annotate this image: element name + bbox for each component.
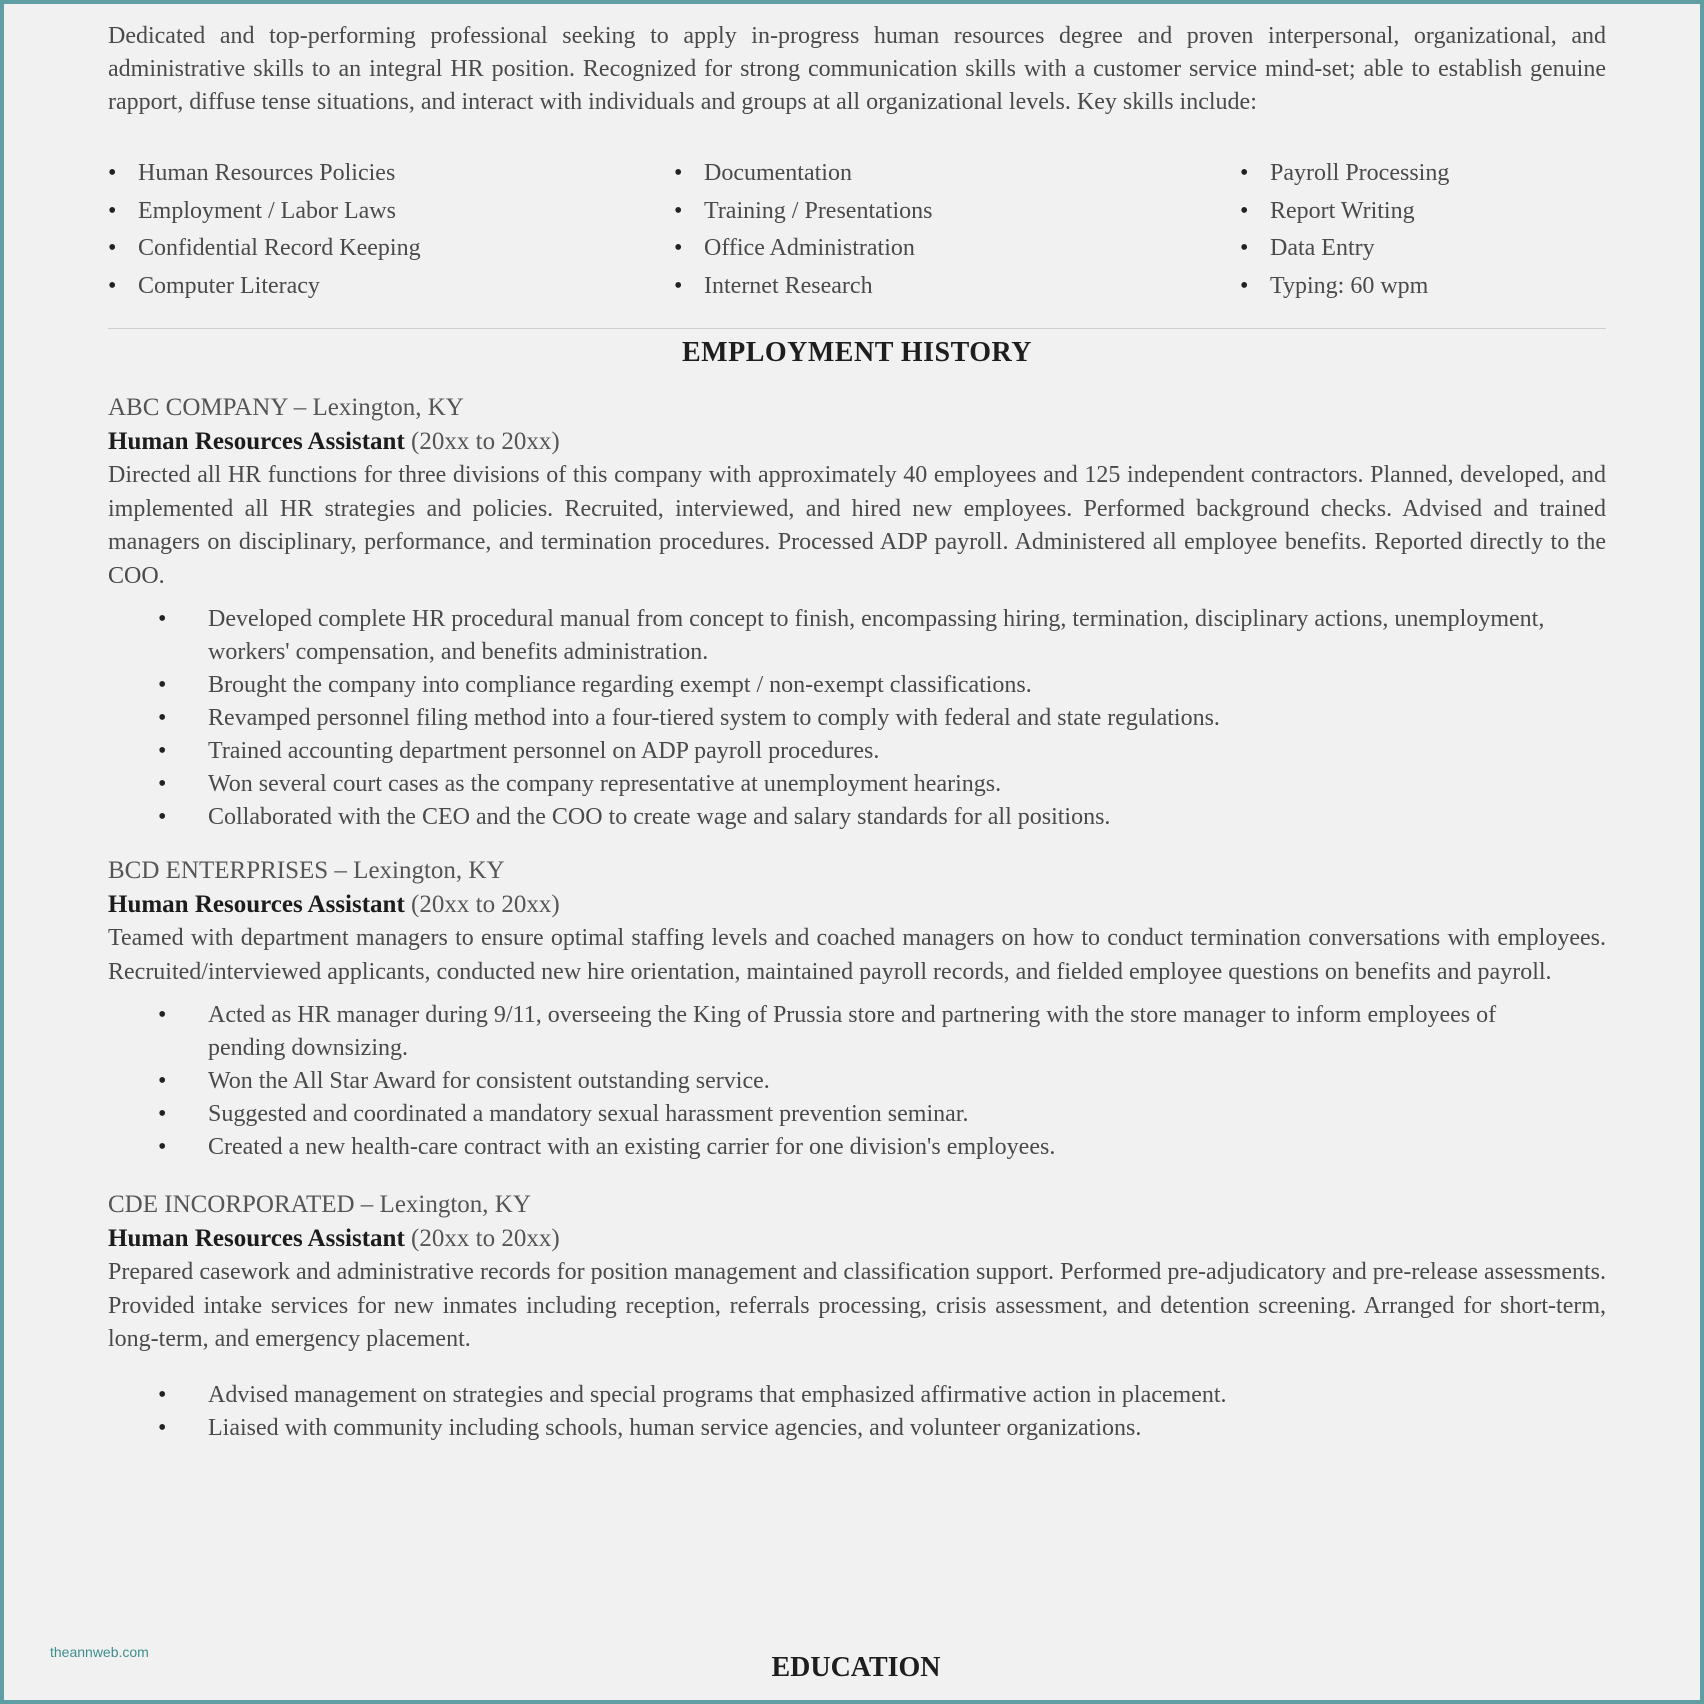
job-achievements [108, 999, 1606, 1164]
list-item: • Suggested and coordinated a mandatory sexual harassment prevention seminar. [108, 1098, 1606, 1131]
job-dates: (20xx to 20xx) [411, 428, 560, 455]
list-item: • Liaised with community including schools, human service agencies, and volunteer organizations. [108, 1412, 1606, 1445]
skill-item: • Data Entry [1240, 230, 1606, 268]
education-heading: EDUCATION [771, 1652, 941, 1683]
job-achievements [108, 603, 1606, 834]
skill-item: • Payroll Processing [1240, 155, 1606, 193]
list-item: • Advised management on strategies and special programs that emphasized affirmative action in placement. [108, 1379, 1606, 1412]
role-line [108, 425, 1606, 459]
list-item: • Trained accounting department personnel on ADP payroll procedures. [108, 735, 1606, 768]
skill-item: • Employment / Labor Laws [108, 193, 674, 231]
skills-column-1 [108, 155, 674, 305]
job-achievements [108, 1379, 1606, 1445]
job-dates: (20xx to 20xx) [411, 1225, 560, 1252]
list-item: • Created a new health-care contract with an existing carrier for one division's employees. [108, 1131, 1606, 1164]
skills-column-3 [1240, 155, 1606, 305]
skill-item: • Computer Literacy [108, 268, 674, 306]
company-name: BCD ENTERPRISES – Lexington, KY [108, 857, 505, 884]
list-item: • Won several court cases as the company representative at unemployment hearings. [108, 768, 1606, 801]
list-item: • Developed complete HR procedural manual from concept to finish, encompassing hiring, termination, disciplinary actions, unemployment, workers' compensation, and benefits administration. [108, 603, 1606, 669]
employment-history-heading: EMPLOYMENT HISTORY [681, 337, 1033, 368]
company-name: CDE INCORPORATED – Lexington, KY [108, 1191, 531, 1218]
role-line [108, 1222, 1606, 1256]
job-description: Directed all HR functions for three divisions of this company with approximately 40 employees and 125 independent contractors. Planned, developed, and implemented all HR strategies and policies. Recruited, interviewed, and hired new employees. Performed background checks. Advised and trained managers on disciplinary, performance, and termination procedures. Processed ADP payroll. Administered all employee benefits. Reported directly to the COO. [108, 462, 1606, 589]
key-skills [108, 155, 1606, 305]
company-name: ABC COMPANY – Lexington, KY [108, 394, 464, 421]
job-entry-cde [108, 1188, 1606, 1445]
list-item: • Collaborated with the CEO and the COO to create wage and salary standards for all positions. [108, 801, 1606, 834]
watermark-text: theannweb.com [50, 1644, 149, 1660]
list-item: • Won the All Star Award for consistent outstanding service. [108, 1065, 1606, 1098]
skill-item: • Human Resources Policies [108, 155, 674, 193]
list-item: • Revamped personnel filing method into a four-tiered system to comply with federal and state regulations. [108, 702, 1606, 735]
job-dates: (20xx to 20xx) [411, 891, 560, 918]
skill-item: • Confidential Record Keeping [108, 230, 674, 268]
job-title: Human Resources Assistant [108, 428, 405, 455]
section-divider [108, 328, 1606, 329]
skill-item: • Office Administration [674, 230, 1240, 268]
job-description: Prepared casework and administrative records for position management and classification support. Performed pre-adjudicatory and pre-release assessments. Provided intake services for new inmates including reception, referrals processing, crisis assessment, and detention screening. Arranged for short-term, long-term, and emergency placement. [108, 1259, 1606, 1352]
job-title: Human Resources Assistant [108, 1225, 405, 1252]
job-title: Human Resources Assistant [108, 891, 405, 918]
skill-item: • Documentation [674, 155, 1240, 193]
skill-item: • Training / Presentations [674, 193, 1240, 231]
job-entry-bcd [108, 854, 1606, 1164]
job-entry-abc [108, 391, 1606, 834]
list-item: • Acted as HR manager during 9/11, overseeing the King of Prussia store and partnering with the store manager to inform employees of pending downsizing. [108, 999, 1606, 1065]
skill-item: • Report Writing [1240, 193, 1606, 231]
skill-item: • Typing: 60 wpm [1240, 268, 1606, 306]
resume-page [108, 20, 1606, 1445]
skills-column-2 [674, 155, 1240, 305]
list-item: • Brought the company into compliance regarding exempt / non-exempt classifications. [108, 669, 1606, 702]
skill-item: • Internet Research [674, 268, 1240, 306]
job-description: Teamed with department managers to ensure optimal staffing levels and coached managers on how to conduct termination conversations with employees. Recruited/interviewed applicants, conducted new hire orientation, maintained payroll records, and fielded employee questions on benefits and payroll. [108, 925, 1606, 985]
role-line [108, 888, 1606, 922]
summary-paragraph: Dedicated and top-performing professional seeking to apply in-progress human resources degree and proven interpersonal, organizational, and administrative skills to an integral HR position. Recognized for strong communication skills with a customer service mind-set; able to establish genuine rapport, diffuse tense situations, and interact with individuals and groups at all organizational levels. Key skills include: [108, 23, 1606, 115]
